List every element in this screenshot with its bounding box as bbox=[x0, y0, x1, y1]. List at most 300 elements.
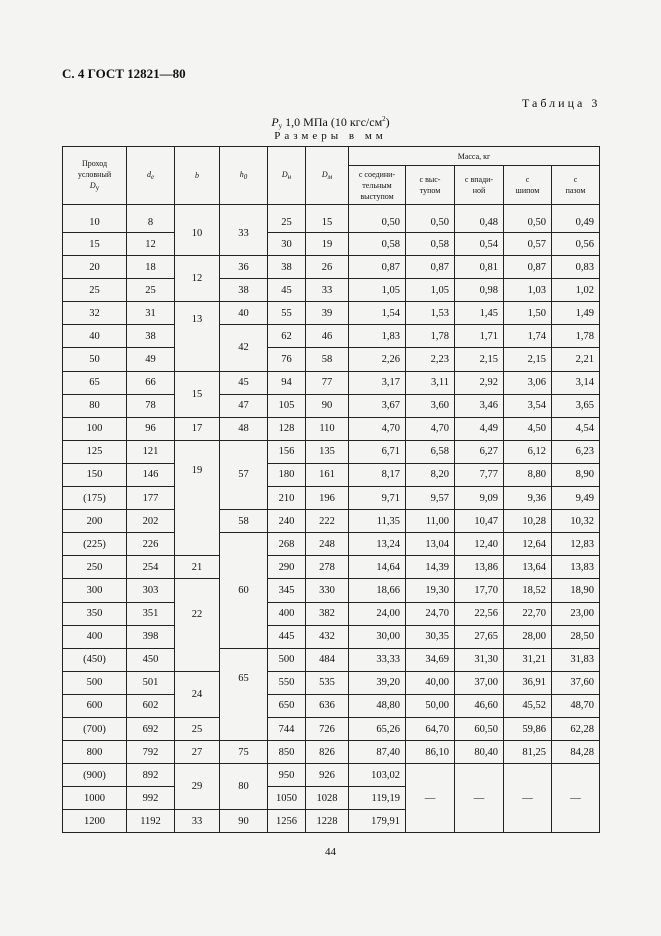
cell-dy: (225) bbox=[63, 533, 127, 556]
cell-m2: 0,58 bbox=[406, 233, 455, 256]
cell-m5: 0,49 bbox=[552, 205, 600, 233]
cell-m2: 0,50 bbox=[406, 205, 455, 233]
cell-dn: 94 bbox=[268, 371, 306, 394]
cell-m2: 50,00 bbox=[406, 694, 455, 717]
cell-m3: 10,47 bbox=[455, 510, 504, 533]
cell-dy: (700) bbox=[63, 717, 127, 740]
table-row bbox=[63, 602, 600, 625]
cell-h: 33 bbox=[220, 205, 268, 256]
cell-m5: 0,83 bbox=[552, 256, 600, 279]
cell-h: 65 bbox=[220, 648, 268, 740]
cell-dy: (900) bbox=[63, 764, 127, 787]
cell-m4: 3,54 bbox=[504, 394, 552, 417]
cell-dm: 432 bbox=[306, 625, 349, 648]
cell-d: 31 bbox=[127, 302, 175, 325]
cell-h: 48 bbox=[220, 417, 268, 440]
cell-m5: 12,83 bbox=[552, 533, 600, 556]
cell-m2: 6,58 bbox=[406, 440, 455, 463]
cell-dn: 128 bbox=[268, 417, 306, 440]
cell-dy: 10 bbox=[63, 205, 127, 233]
cell-dm: 135 bbox=[306, 440, 349, 463]
cell-dm: 278 bbox=[306, 556, 349, 579]
col-header-mass-tongue bbox=[504, 166, 552, 205]
cell-d: 602 bbox=[127, 694, 175, 717]
cell-m4: 18,52 bbox=[504, 579, 552, 602]
cell-b: 27 bbox=[175, 741, 220, 764]
cell-d: 25 bbox=[127, 279, 175, 302]
cell-b: 22 bbox=[175, 579, 220, 671]
table-row bbox=[63, 717, 600, 740]
cell-m3: 1,71 bbox=[455, 325, 504, 348]
cell-d: 303 bbox=[127, 579, 175, 602]
cell-m3: 2,92 bbox=[455, 371, 504, 394]
table-row bbox=[63, 302, 600, 325]
cell-h: 57 bbox=[220, 440, 268, 509]
col-header-mass-recess bbox=[455, 166, 504, 205]
cell-h: 47 bbox=[220, 394, 268, 417]
cell-d: 49 bbox=[127, 348, 175, 371]
cell-m1: 0,58 bbox=[349, 233, 406, 256]
cell-d: 351 bbox=[127, 602, 175, 625]
cell-m3: 1,45 bbox=[455, 302, 504, 325]
cell-m2: 64,70 bbox=[406, 717, 455, 740]
table-row bbox=[63, 394, 600, 417]
cell-dy: 50 bbox=[63, 348, 127, 371]
cell-m3: — bbox=[455, 764, 504, 833]
cell-m2: 0,87 bbox=[406, 256, 455, 279]
cell-m4: 45,52 bbox=[504, 694, 552, 717]
cell-m3: 12,40 bbox=[455, 533, 504, 556]
cell-m5: 3,65 bbox=[552, 394, 600, 417]
table-row bbox=[63, 671, 600, 694]
cell-b: 21 bbox=[175, 556, 220, 579]
cell-b: 13 bbox=[175, 302, 220, 371]
col-header-m4-line2: шипом bbox=[515, 186, 540, 195]
col-header-dn bbox=[268, 147, 306, 205]
cell-m5: 2,21 bbox=[552, 348, 600, 371]
cell-m2: 9,57 bbox=[406, 487, 455, 510]
cell-m4: 6,12 bbox=[504, 440, 552, 463]
cell-m3: 3,46 bbox=[455, 394, 504, 417]
cell-h: 36 bbox=[220, 256, 268, 279]
cell-dn: 950 bbox=[268, 764, 306, 787]
table-row bbox=[63, 694, 600, 717]
cell-m2: 1,78 bbox=[406, 325, 455, 348]
cell-dn: 105 bbox=[268, 394, 306, 417]
cell-m2: 1,53 bbox=[406, 302, 455, 325]
table-row bbox=[63, 325, 600, 348]
cell-m3: 0,98 bbox=[455, 279, 504, 302]
cell-d: 121 bbox=[127, 440, 175, 463]
col-header-h-sub: 0 bbox=[243, 172, 248, 181]
col-header-h-symbol: h bbox=[239, 169, 244, 179]
col-header-m1-line3: выступом bbox=[360, 191, 394, 201]
cell-m5: 18,90 bbox=[552, 579, 600, 602]
cell-d: 226 bbox=[127, 533, 175, 556]
col-header-m5-line2: пазом bbox=[565, 186, 586, 195]
cell-b: 19 bbox=[175, 440, 220, 555]
cell-dm: 382 bbox=[306, 602, 349, 625]
cell-dn: 1256 bbox=[268, 810, 306, 833]
cell-m3: 46,60 bbox=[455, 694, 504, 717]
cell-m3: 2,15 bbox=[455, 348, 504, 371]
cell-dm: 926 bbox=[306, 764, 349, 787]
cell-dy: 600 bbox=[63, 694, 127, 717]
cell-h: 90 bbox=[220, 810, 268, 833]
cell-m4: 81,25 bbox=[504, 741, 552, 764]
cell-b: 17 bbox=[175, 417, 220, 440]
col-header-h bbox=[220, 147, 268, 205]
cell-m2: 24,70 bbox=[406, 602, 455, 625]
cell-m4: 59,86 bbox=[504, 717, 552, 740]
cell-m3: 4,49 bbox=[455, 417, 504, 440]
cell-m4: — bbox=[504, 764, 552, 833]
cell-dm: 110 bbox=[306, 417, 349, 440]
cell-m1: 48,80 bbox=[349, 694, 406, 717]
table-row bbox=[63, 741, 600, 764]
cell-dy: 15 bbox=[63, 233, 127, 256]
cell-m1: 65,26 bbox=[349, 717, 406, 740]
cell-d: 398 bbox=[127, 625, 175, 648]
cell-dy: 150 bbox=[63, 463, 127, 486]
cell-dm: 222 bbox=[306, 510, 349, 533]
cell-m3: 80,40 bbox=[455, 741, 504, 764]
cell-m1: 39,20 bbox=[349, 671, 406, 694]
cell-dn: 850 bbox=[268, 741, 306, 764]
pressure-close: ) bbox=[385, 115, 390, 129]
cell-m5: 4,54 bbox=[552, 417, 600, 440]
cell-m5: 62,28 bbox=[552, 717, 600, 740]
cell-d: 78 bbox=[127, 394, 175, 417]
col-header-m1-line1: с соедини- bbox=[358, 169, 396, 179]
cell-m1: 0,50 bbox=[349, 205, 406, 233]
cell-dn: 268 bbox=[268, 533, 306, 556]
cell-dy: 1200 bbox=[63, 810, 127, 833]
cell-m5: 48,70 bbox=[552, 694, 600, 717]
cell-m5: 10,32 bbox=[552, 510, 600, 533]
cell-dy: 20 bbox=[63, 256, 127, 279]
cell-m4: 1,74 bbox=[504, 325, 552, 348]
cell-m5: 31,83 bbox=[552, 648, 600, 671]
col-header-dy-line2: условный bbox=[77, 169, 112, 179]
cell-m1: 0,87 bbox=[349, 256, 406, 279]
cell-d: 501 bbox=[127, 671, 175, 694]
cell-dy: (450) bbox=[63, 648, 127, 671]
cell-d: 8 bbox=[127, 205, 175, 233]
col-header-mass: Масса, кг bbox=[349, 147, 600, 166]
cell-dy: 25 bbox=[63, 279, 127, 302]
cell-m5: 1,49 bbox=[552, 302, 600, 325]
cell-m3: 37,00 bbox=[455, 671, 504, 694]
cell-dm: 90 bbox=[306, 394, 349, 417]
cell-m3: 9,09 bbox=[455, 487, 504, 510]
cell-m4: 36,91 bbox=[504, 671, 552, 694]
col-header-dy-line1: Проход bbox=[81, 158, 108, 168]
cell-m1: 3,17 bbox=[349, 371, 406, 394]
cell-m1: 33,33 bbox=[349, 648, 406, 671]
cell-dm: 58 bbox=[306, 348, 349, 371]
cell-m1: 2,26 bbox=[349, 348, 406, 371]
cell-m3: 0,54 bbox=[455, 233, 504, 256]
table-row bbox=[63, 205, 600, 233]
cell-dn: 30 bbox=[268, 233, 306, 256]
cell-m5: 8,90 bbox=[552, 463, 600, 486]
cell-dm: 726 bbox=[306, 717, 349, 740]
cell-b: 15 bbox=[175, 371, 220, 417]
cell-d: 254 bbox=[127, 556, 175, 579]
cell-m4: 3,06 bbox=[504, 371, 552, 394]
cell-d: 202 bbox=[127, 510, 175, 533]
cell-m4: 1,03 bbox=[504, 279, 552, 302]
cell-dn: 55 bbox=[268, 302, 306, 325]
cell-m2: 14,39 bbox=[406, 556, 455, 579]
cell-m1: 1,83 bbox=[349, 325, 406, 348]
col-header-d bbox=[127, 147, 175, 205]
cell-m4: 31,21 bbox=[504, 648, 552, 671]
cell-m2: 34,69 bbox=[406, 648, 455, 671]
cell-dm: 248 bbox=[306, 533, 349, 556]
cell-m1: 119,19 bbox=[349, 787, 406, 810]
cell-dy: 300 bbox=[63, 579, 127, 602]
pressure-value: 1,0 МПа (10 кгс/см bbox=[285, 115, 383, 129]
cell-m5: 0,56 bbox=[552, 233, 600, 256]
cell-m3: 0,48 bbox=[455, 205, 504, 233]
cell-dm: 77 bbox=[306, 371, 349, 394]
cell-b: 10 bbox=[175, 205, 220, 256]
cell-dy: 32 bbox=[63, 302, 127, 325]
cell-m5: 23,00 bbox=[552, 602, 600, 625]
cell-dn: 210 bbox=[268, 487, 306, 510]
cell-m2: 8,20 bbox=[406, 463, 455, 486]
cell-dn: 180 bbox=[268, 463, 306, 486]
table-row bbox=[63, 625, 600, 648]
col-header-mass-groove bbox=[552, 166, 600, 205]
cell-m5: 37,60 bbox=[552, 671, 600, 694]
cell-dy: 40 bbox=[63, 325, 127, 348]
cell-dn: 550 bbox=[268, 671, 306, 694]
cell-dy: 65 bbox=[63, 371, 127, 394]
cell-m4: 0,87 bbox=[504, 256, 552, 279]
cell-m1: 179,91 bbox=[349, 810, 406, 833]
cell-m4: 28,00 bbox=[504, 625, 552, 648]
cell-dy: (175) bbox=[63, 487, 127, 510]
cell-m3: 7,77 bbox=[455, 463, 504, 486]
cell-m3: 17,70 bbox=[455, 579, 504, 602]
cell-dy: 80 bbox=[63, 394, 127, 417]
col-header-m2-line1: с выс- bbox=[419, 175, 441, 184]
cell-h: 38 bbox=[220, 279, 268, 302]
cell-m1: 18,66 bbox=[349, 579, 406, 602]
cell-m1: 8,17 bbox=[349, 463, 406, 486]
cell-d: 692 bbox=[127, 717, 175, 740]
cell-m2: 1,05 bbox=[406, 279, 455, 302]
cell-m1: 6,71 bbox=[349, 440, 406, 463]
cell-dn: 445 bbox=[268, 625, 306, 648]
table-row bbox=[63, 279, 600, 302]
cell-m2: 4,70 bbox=[406, 417, 455, 440]
cell-m4: 12,64 bbox=[504, 533, 552, 556]
col-header-m3-line2: ной bbox=[472, 186, 486, 195]
table-row bbox=[63, 764, 600, 787]
cell-dn: 345 bbox=[268, 579, 306, 602]
cell-dn: 25 bbox=[268, 205, 306, 233]
cell-d: 992 bbox=[127, 787, 175, 810]
cell-m2: 13,04 bbox=[406, 533, 455, 556]
cell-dm: 535 bbox=[306, 671, 349, 694]
cell-dm: 330 bbox=[306, 579, 349, 602]
cell-dm: 33 bbox=[306, 279, 349, 302]
cell-d: 66 bbox=[127, 371, 175, 394]
cell-m4: 22,70 bbox=[504, 602, 552, 625]
cell-dn: 744 bbox=[268, 717, 306, 740]
cell-h: 58 bbox=[220, 510, 268, 533]
cell-m4: 1,50 bbox=[504, 302, 552, 325]
cell-m1: 87,40 bbox=[349, 741, 406, 764]
col-header-b: b bbox=[175, 147, 220, 205]
cell-m1: 13,24 bbox=[349, 533, 406, 556]
col-header-dn-sub: н bbox=[287, 172, 292, 181]
col-header-dm bbox=[306, 147, 349, 205]
cell-dn: 38 bbox=[268, 256, 306, 279]
table-row bbox=[63, 417, 600, 440]
cell-dy: 350 bbox=[63, 602, 127, 625]
pressure-symbol: P bbox=[271, 115, 279, 129]
cell-m1: 30,00 bbox=[349, 625, 406, 648]
cell-dy: 500 bbox=[63, 671, 127, 694]
pressure-subscript: y bbox=[278, 122, 283, 130]
cell-m3: 0,81 bbox=[455, 256, 504, 279]
cell-d: 12 bbox=[127, 233, 175, 256]
cell-dn: 650 bbox=[268, 694, 306, 717]
table-row bbox=[63, 510, 600, 533]
cell-m1: 14,64 bbox=[349, 556, 406, 579]
flange-dimensions-table bbox=[62, 146, 600, 833]
cell-m5: 1,78 bbox=[552, 325, 600, 348]
cell-h: 45 bbox=[220, 371, 268, 394]
cell-m5: 84,28 bbox=[552, 741, 600, 764]
cell-d: 18 bbox=[127, 256, 175, 279]
cell-m5: 9,49 bbox=[552, 487, 600, 510]
cell-m2: 40,00 bbox=[406, 671, 455, 694]
cell-dm: 1228 bbox=[306, 810, 349, 833]
col-header-dn-symbol: D bbox=[281, 169, 288, 179]
cell-m1: 4,70 bbox=[349, 417, 406, 440]
cell-m1: 103,02 bbox=[349, 764, 406, 787]
col-header-m3-line1: с впади- bbox=[464, 175, 494, 184]
table-row bbox=[63, 348, 600, 371]
table-row bbox=[63, 463, 600, 486]
cell-d: 450 bbox=[127, 648, 175, 671]
table-row bbox=[63, 579, 600, 602]
pressure-superscript: 2 bbox=[382, 115, 386, 123]
table-row bbox=[63, 487, 600, 510]
cell-dy: 800 bbox=[63, 741, 127, 764]
cell-m2: 2,23 bbox=[406, 348, 455, 371]
cell-m1: 3,67 bbox=[349, 394, 406, 417]
cell-dm: 484 bbox=[306, 648, 349, 671]
cell-h: 80 bbox=[220, 764, 268, 810]
page-number: 44 bbox=[325, 846, 336, 858]
cell-dm: 39 bbox=[306, 302, 349, 325]
cell-m5: 6,23 bbox=[552, 440, 600, 463]
cell-dn: 400 bbox=[268, 602, 306, 625]
cell-dn: 45 bbox=[268, 279, 306, 302]
col-header-mass-joint bbox=[349, 166, 406, 205]
cell-dy: 1000 bbox=[63, 787, 127, 810]
cell-m1: 9,71 bbox=[349, 487, 406, 510]
cell-m2: 30,35 bbox=[406, 625, 455, 648]
cell-m4: 8,80 bbox=[504, 463, 552, 486]
cell-b: 33 bbox=[175, 810, 220, 833]
cell-m5: 1,02 bbox=[552, 279, 600, 302]
cell-d: 892 bbox=[127, 764, 175, 787]
col-header-m5-line1: с bbox=[573, 175, 578, 184]
cell-dn: 156 bbox=[268, 440, 306, 463]
cell-m5: — bbox=[552, 764, 600, 833]
cell-m2: 3,60 bbox=[406, 394, 455, 417]
cell-h: 75 bbox=[220, 741, 268, 764]
table-row bbox=[63, 440, 600, 463]
cell-dn: 76 bbox=[268, 348, 306, 371]
cell-dn: 62 bbox=[268, 325, 306, 348]
cell-dm: 1028 bbox=[306, 787, 349, 810]
cell-m3: 6,27 bbox=[455, 440, 504, 463]
cell-dy: 250 bbox=[63, 556, 127, 579]
cell-d: 96 bbox=[127, 417, 175, 440]
col-header-m2-line2: тупом bbox=[419, 186, 441, 195]
col-header-dm-sub: м bbox=[327, 172, 333, 181]
cell-h: 60 bbox=[220, 533, 268, 648]
cell-dm: 826 bbox=[306, 741, 349, 764]
cell-dn: 240 bbox=[268, 510, 306, 533]
cell-dm: 19 bbox=[306, 233, 349, 256]
cell-dm: 46 bbox=[306, 325, 349, 348]
cell-m5: 3,14 bbox=[552, 371, 600, 394]
cell-b: 12 bbox=[175, 256, 220, 302]
cell-dm: 196 bbox=[306, 487, 349, 510]
cell-m1: 1,54 bbox=[349, 302, 406, 325]
cell-m3: 22,56 bbox=[455, 602, 504, 625]
cell-m1: 24,00 bbox=[349, 602, 406, 625]
col-header-mass-projection bbox=[406, 166, 455, 205]
cell-m1: 1,05 bbox=[349, 279, 406, 302]
cell-d: 1192 bbox=[127, 810, 175, 833]
cell-dm: 636 bbox=[306, 694, 349, 717]
cell-m2: — bbox=[406, 764, 455, 833]
units-caption: Размеры в мм bbox=[274, 130, 387, 142]
table-row bbox=[63, 533, 600, 556]
cell-m3: 27,65 bbox=[455, 625, 504, 648]
cell-m4: 4,50 bbox=[504, 417, 552, 440]
col-header-dm-symbol: D bbox=[321, 169, 328, 179]
col-header-dy bbox=[63, 147, 127, 205]
cell-m4: 10,28 bbox=[504, 510, 552, 533]
table-row bbox=[63, 233, 600, 256]
col-header-m1-line2: тельным bbox=[362, 180, 392, 190]
cell-dy: 200 bbox=[63, 510, 127, 533]
cell-dn: 500 bbox=[268, 648, 306, 671]
cell-m4: 2,15 bbox=[504, 348, 552, 371]
col-header-dy-sub: y bbox=[95, 183, 100, 192]
cell-m2: 19,30 bbox=[406, 579, 455, 602]
cell-h: 42 bbox=[220, 325, 268, 371]
cell-m4: 0,57 bbox=[504, 233, 552, 256]
cell-dy: 100 bbox=[63, 417, 127, 440]
cell-dy: 125 bbox=[63, 440, 127, 463]
cell-m5: 13,83 bbox=[552, 556, 600, 579]
cell-m2: 11,00 bbox=[406, 510, 455, 533]
col-header-dy-symbol: D bbox=[89, 180, 96, 190]
